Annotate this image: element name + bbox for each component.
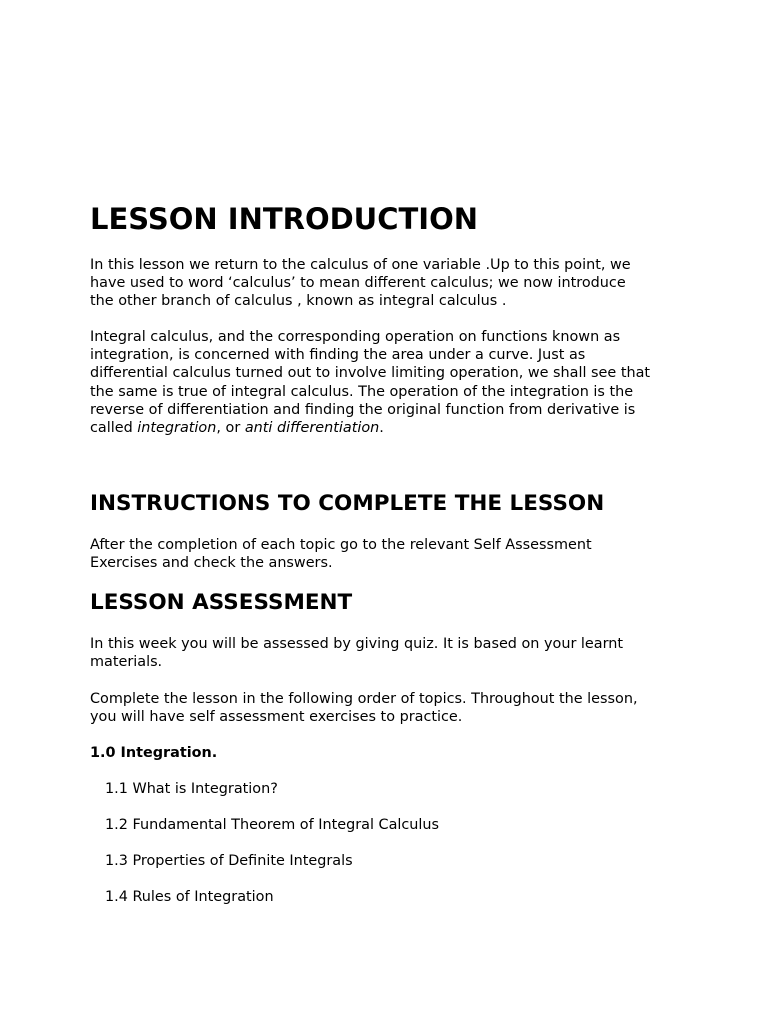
lesson-introduction-heading: LESSON INTRODUCTION	[90, 202, 479, 236]
term-anti-differentiation: anti differentiation	[244, 420, 380, 437]
intro-p2-suffix: .	[379, 420, 384, 437]
assessment-p2-line-2: you will have self assessment exercises to practice.	[90, 709, 463, 726]
instructions-line-1: After the completion of each topic go to the relevant Self Assessment	[90, 537, 592, 553]
instructions-heading: INSTRUCTIONS TO COMPLETE THE LESSON	[90, 491, 605, 516]
lesson-assessment-heading: LESSON ASSESSMENT	[90, 590, 353, 615]
intro-p2-line-1: Integral calculus, and the corresponding operation on functions known as	[90, 329, 621, 345]
assessment-p2-line-1: Complete the lesson in the following order of topics. Throughout the lesson,	[90, 691, 638, 707]
assessment-paragraph-1	[90, 635, 685, 671]
intro-p2-line-4: the same is true of integral calculus. The operation of the integration is the	[90, 383, 634, 400]
intro-p1-line-1: In this lesson we return to the calculus of one variable .Up to this point, we	[90, 257, 631, 273]
topic-heading-integration: 1.0 Integration.	[90, 745, 218, 761]
assessment-p1-line-2: materials.	[90, 654, 163, 671]
intro-p2-line-5: reverse of differentiation and finding the original function from derivative is	[90, 401, 636, 418]
intro-p1-line-2: have used to word ‘calculus’ to mean different calculus; we now introduce	[90, 275, 626, 292]
intro-paragraph-1	[90, 256, 685, 311]
topic-item-1-4: 1.4 Rules of Integration	[105, 889, 274, 905]
intro-paragraph-2	[90, 328, 685, 437]
intro-p2-line-6-prefix: called	[90, 420, 138, 437]
term-integration: integration	[137, 420, 217, 437]
intro-p1-line-3: the other branch of calculus , known as integral calculus .	[90, 293, 507, 310]
intro-p2-between: , or	[216, 420, 245, 437]
intro-p2-line-6	[90, 419, 685, 437]
topic-item-1-1: 1.1 What is Integration?	[105, 781, 278, 797]
instructions-line-2: Exercises and check the answers.	[90, 555, 333, 572]
topic-item-1-3: 1.3 Properties of Definite Integrals	[105, 853, 353, 869]
intro-p2-line-3: differential calculus turned out to involve limiting operation, we shall see that	[90, 365, 651, 382]
assessment-paragraph-2	[90, 690, 685, 726]
intro-p2-line-2: integration, is concerned with finding the area under a curve. Just as	[90, 347, 586, 364]
topic-item-1-2: 1.2 Fundamental Theorem of Integral Calculus	[105, 817, 440, 833]
assessment-p1-line-1: In this week you will be assessed by giving quiz. It is based on your learnt	[90, 636, 624, 652]
instructions-paragraph	[90, 536, 685, 572]
